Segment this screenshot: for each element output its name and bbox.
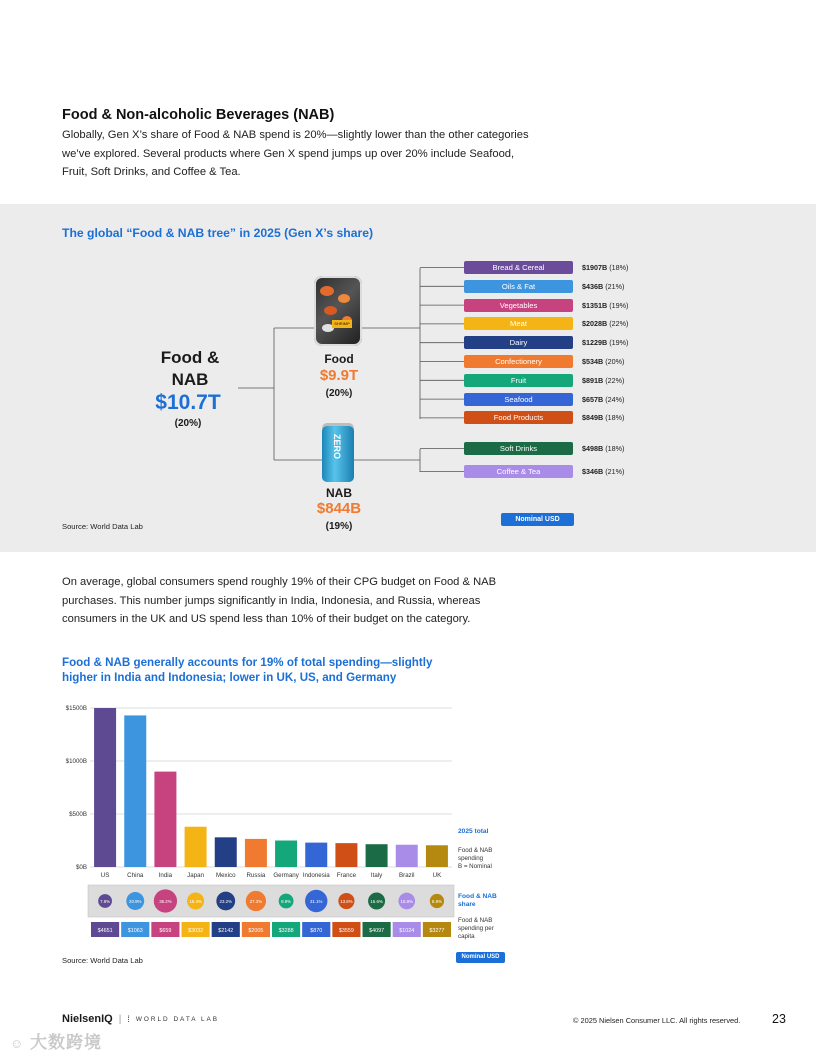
per-capita-label-4: $2142: [218, 928, 234, 934]
bar-italy: [366, 844, 388, 867]
legend-total: 2025 total: [458, 828, 489, 835]
tree-connectors: [0, 204, 816, 552]
food-category-8: Food Products: [464, 411, 573, 424]
food-category-value-2: $1351B (19%): [582, 300, 629, 310]
x-label-1: China: [127, 872, 144, 879]
bar-mexico: [215, 837, 237, 867]
tree-title: The global “Food & NAB tree” in 2025 (Gen X’s share): [62, 226, 374, 240]
nab-category-value-1: $346B (21%): [582, 467, 625, 476]
food-category-3: Meat: [464, 317, 573, 330]
x-label-2: India: [158, 872, 173, 879]
x-label-10: Brazil: [399, 872, 415, 879]
share-label-1: 20.9%: [129, 899, 142, 904]
food-category-7: Seafood: [464, 393, 573, 406]
per-capita-label-9: $4097: [369, 928, 385, 934]
chart-title: [62, 655, 432, 685]
soda-can-image: [322, 426, 354, 482]
food-category-value-8: $849B (18%): [582, 413, 625, 423]
intro-paragraph: Globally, Gen X’s share of Food & NAB spend is 20%—slightly lower than the other categories we’ve explored. Several products where Gen X spend jumps up over 20% include Seafood, Fruit, Soft Drinks, and Coffee & Tea.: [62, 129, 529, 179]
legend-spending-l2: spending: [458, 855, 484, 862]
food-category-value-4: $1229B (19%): [582, 338, 629, 348]
share-label-8: 13.8%: [340, 899, 353, 904]
x-label-7: Indonesia: [302, 872, 330, 879]
food-pouch-image: [314, 276, 362, 346]
share-label-0: 7.8%: [100, 899, 111, 904]
bar-brazil: [396, 845, 418, 867]
nab-node-share: (19%): [325, 521, 353, 532]
share-label-9: 16.6%: [370, 899, 383, 904]
share-label-6: 9.9%: [281, 899, 292, 904]
share-label-11: 8.8%: [431, 899, 442, 904]
food-category-value-1: $436B (21%): [582, 281, 625, 291]
chart-title-line1: Food & NAB generally accounts for 19% of total spending—slightly: [62, 656, 433, 669]
wdl-logo: WORLD DATA LAB: [135, 1015, 220, 1023]
food-category-5: Confectionery: [464, 355, 573, 368]
wdl-icon: ⁞: [127, 1014, 130, 1024]
per-capita-label-7: $870: [310, 928, 323, 934]
x-label-6: Germany: [273, 872, 299, 879]
x-label-4: Mexico: [215, 872, 236, 879]
share-label-10: 15.8%: [400, 899, 413, 904]
food-category-2: Vegetables: [464, 299, 573, 312]
food-node-name: Food: [324, 352, 354, 366]
watermark-text: 大数跨境: [30, 1033, 103, 1052]
nab-node-name: NAB: [326, 486, 352, 500]
per-capita-label-1: $1063: [127, 928, 143, 934]
root-share: (20%): [174, 418, 202, 429]
share-label-4: 23.2%: [219, 899, 232, 904]
x-label-3: Japan: [187, 872, 205, 879]
tree-source: Source: World Data Lab: [62, 522, 143, 531]
middle-paragraph: On average, global consumers spend roughly 19% of their CPG budget on Food & NAB purchases. This number jumps significantly in India, Indonesia, and Russia, whereas consumers in the UK and US spend less than 10% of their budget on the category.: [62, 576, 497, 626]
y-tick-2: $500B: [69, 811, 87, 818]
copyright: © 2025 Nielsen Consumer LLC. All rights reserved.: [573, 1016, 741, 1025]
share-label-5: 27.3%: [249, 899, 263, 904]
per-capita-label-2: $659: [159, 928, 172, 934]
watermark: [10, 1028, 102, 1053]
root-name-line1: Food &: [160, 348, 220, 367]
nab-node-value: $844B: [316, 500, 362, 517]
share-label-3: 15.4%: [189, 899, 202, 904]
bar-china: [124, 715, 146, 867]
nab-category-0: Soft Drinks: [464, 442, 573, 455]
nab-category-value-0: $498B (18%): [582, 444, 625, 453]
legend-pc-l1: Food & NAB: [458, 917, 493, 924]
legend-spending-l1: Food & NAB: [458, 847, 493, 854]
chart-nominal-badge: Nominal USD: [456, 952, 505, 963]
legend-share-l1: Food & NAB: [458, 893, 497, 900]
chart-source: Source: World Data Lab: [62, 956, 143, 965]
legend-per-capita: [458, 917, 494, 941]
legend-spending: [458, 847, 492, 871]
nielseniq-logo: NielsenIQ: [62, 1013, 113, 1025]
per-capita-label-6: $3288: [278, 928, 294, 934]
watermark-icon: ☺: [10, 1036, 25, 1051]
root-value: $10.7T: [155, 391, 221, 414]
logo-divider: |: [118, 1013, 122, 1025]
legend-spending-l3: B = Nominal: [458, 863, 492, 870]
food-category-6: Fruit: [464, 374, 573, 387]
legend-share-l2: share: [458, 901, 476, 908]
bar-japan: [185, 827, 207, 867]
x-label-9: Italy: [370, 872, 383, 879]
legend-share: [458, 893, 497, 909]
food-category-4: Dairy: [464, 336, 573, 349]
y-tick-1: $1000B: [65, 758, 87, 765]
x-label-11: UK: [432, 872, 442, 879]
bar-russia: [245, 839, 267, 867]
pouch-label: SHRIMP: [332, 320, 352, 328]
food-category-value-5: $534B (20%): [582, 357, 625, 366]
per-capita-label-8: $3559: [338, 928, 354, 934]
nab-category-1: Coffee & Tea: [464, 465, 573, 478]
can-label: ZERO: [332, 434, 342, 460]
per-capita-label-0: $4651: [97, 928, 113, 934]
bar-germany: [275, 841, 297, 868]
food-category-value-3: $2028B (22%): [582, 319, 629, 329]
bar-chart: [60, 700, 460, 950]
bar-indonesia: [305, 843, 327, 867]
food-category-1: Oils & Fat: [464, 280, 573, 293]
legend-pc-l2: spending per: [458, 925, 494, 932]
footer-logos: [62, 1013, 219, 1025]
root-name-line2: NAB: [171, 370, 209, 389]
food-node-share: (20%): [325, 388, 353, 399]
page-number: 23: [772, 1012, 786, 1026]
nominal-usd-badge: Nominal USD: [501, 513, 574, 526]
share-label-2: 36.2%: [159, 899, 172, 904]
y-tick-3: $0B: [75, 864, 87, 871]
food-category-value-7: $657B (24%): [582, 394, 625, 404]
x-label-0: US: [100, 872, 110, 879]
per-capita-label-3: $3032: [188, 928, 204, 934]
food-category-0: Bread & Cereal: [464, 261, 573, 274]
x-label-5: Russia: [246, 872, 266, 879]
bar-us: [94, 708, 116, 867]
food-category-value-0: $1907B (18%): [582, 263, 629, 272]
bar-uk: [426, 845, 448, 867]
legend-pc-l3: capita: [458, 933, 475, 940]
y-tick-0: $1500B: [65, 705, 87, 712]
x-label-8: France: [336, 872, 357, 879]
food-node-value: $9.9T: [319, 367, 359, 384]
per-capita-label-11: $3277: [429, 928, 445, 934]
chart-title-line2: higher in India and Indonesia; lower in UK, US, and Germany: [62, 671, 397, 684]
per-capita-label-10: $1024: [399, 928, 415, 934]
bar-india: [154, 772, 176, 867]
bar-france: [335, 843, 357, 867]
section-heading: Food & Non-alcoholic Beverages (NAB): [62, 107, 335, 123]
per-capita-label-5: $2005: [248, 928, 264, 934]
share-label-7: 31.1%: [310, 899, 323, 904]
root-node-label: [150, 347, 230, 391]
food-category-value-6: $891B (22%): [582, 375, 625, 385]
